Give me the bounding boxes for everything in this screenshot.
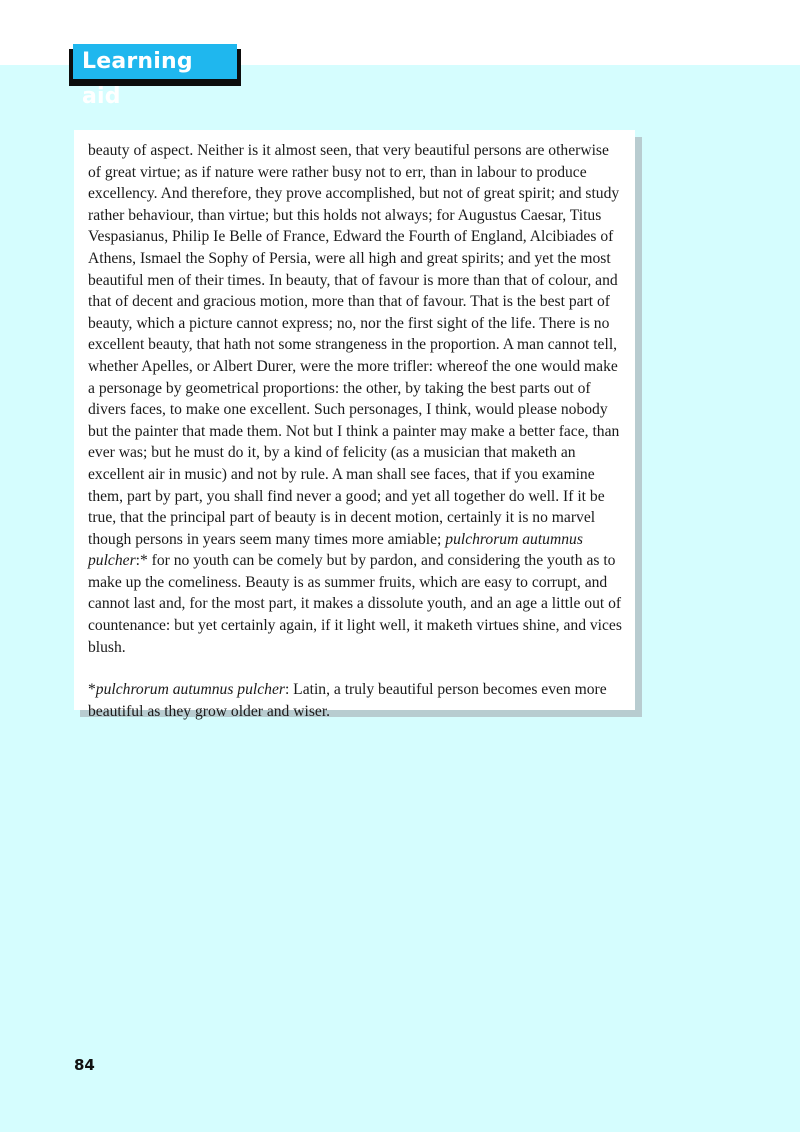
passage-text bbox=[88, 140, 625, 658]
footnote-term: pulchrorum autumnus pulcher bbox=[95, 681, 285, 699]
passage-part-1: beauty of aspect. Neither is it almost seen, that very beautiful persons are otherwise of great virtue; as if nature were rather busy not to err, than in labour to produce excellency. And therefore, they prove accomplished, but not of great spirit; and study rather behaviour, than virtue; but this holds not always; for Augustus Caesar, Titus Vespasianus, Philip Ie Belle of France, Edward the Fourth of England, Alcibiades of Athens, Ismael the Sophy of Persia, were all high and great spirits; and yet the most beautiful men of their times. In beauty, that of favour is more than that of colour, and that of decent and gracious motion, more than that of favour. That is the best part of beauty, which a picture cannot express; no, nor the first sight of the life. There is no excellent beauty, that hath not some strangeness in the proportion. A man cannot tell, whether Apelles, or Albert Durer, were the more trifler: whereof the one would make a personage by geometrical proportions: the other, by taking the best parts out of divers faces, to make one excellent. Such personages, I think, would please nobody but the painter that made them. Not but I think a painter may make a better face, than ever was; but he must do it, by a kind of felicity (as a musician that maketh an excellent air in music) and not by rule. A man shall see faces, that if you examine them, part by part, you shall find never a good; and yet all together do well. If it be true, that the principal part of beauty is in decent motion, certainly it is no marvel though persons in years seem many times more amiable; bbox=[88, 142, 620, 548]
passage-part-2: :* for no youth can be comely but by pardon, and considering the youth as to make up the comeliness. Beauty is as summer fruits, which are easy to corrupt, and cannot last and, for the most part, it makes a dissolute youth, and an age a little out of countenance: but yet certainly again, if it light well, it maketh virtues shine, and vices blush. bbox=[88, 552, 622, 656]
page-number: 84 bbox=[74, 1056, 95, 1074]
footnote bbox=[88, 679, 625, 722]
footnote-marker: * bbox=[88, 681, 96, 699]
text-card bbox=[74, 130, 635, 720]
footnote-text: : Latin, a truly beautiful person becomes even more beautiful as they grow older and wiser. bbox=[88, 681, 607, 720]
passage-latin-phrase: pulchrorum autumnus pulcher bbox=[88, 530, 583, 570]
learning-aid-badge: Learning aid bbox=[73, 44, 237, 79]
